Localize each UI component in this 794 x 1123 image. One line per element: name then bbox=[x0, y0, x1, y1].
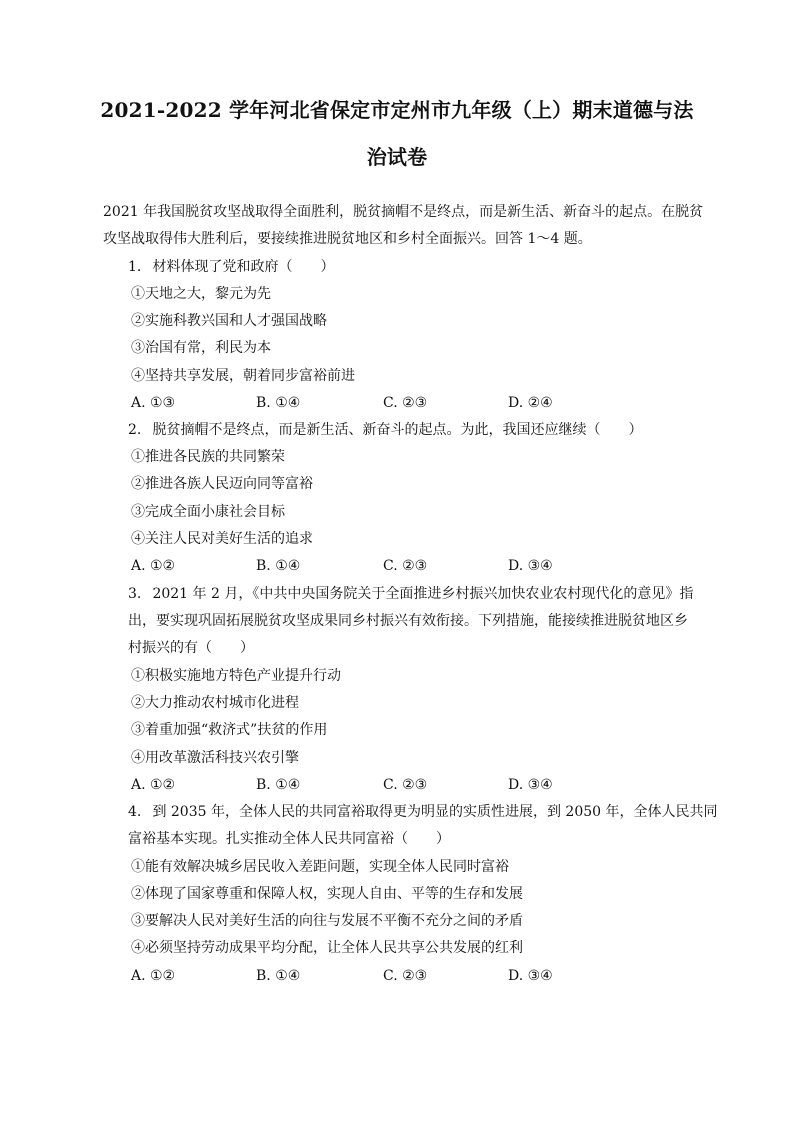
question-4-stem-line-1: 到 2035 年，全体人民的共同富裕取得更为明显的实质性进展，到 2050 年，全体人民共同 bbox=[152, 804, 718, 820]
question-4-option-1: ①能有效解决城乡居民收入差距问题，实现全体人民同时富裕 bbox=[131, 859, 509, 875]
question-4-number: 4. bbox=[128, 804, 142, 820]
question-2-choice-b[interactable]: B. ①④ bbox=[256, 558, 301, 574]
question-2-option-2: ②推进各族人民迈向同等富裕 bbox=[131, 476, 313, 492]
intro-text-line-2: 攻坚战取得伟大胜利后，要接续推进脱贫地区和乡村全面振兴。回答 1～4 题。 bbox=[103, 231, 592, 247]
question-2-choice-a[interactable]: A. ①② bbox=[131, 558, 176, 574]
question-3-choice-c[interactable]: C. ②③ bbox=[383, 777, 428, 793]
question-3-option-3: ③着重加强“救济式”扶贫的作用 bbox=[131, 722, 328, 738]
question-3-option-2: ②大力推动农村城市化进程 bbox=[131, 695, 299, 711]
question-3-stem-line-1: 2021 年 2 月，《中共中央国务院关于全面推进乡村振兴加快农业农村现代化的意见》指 bbox=[152, 586, 694, 602]
document-title-line-1: 2021-2022 学年河北省保定市定州市九年级（上）期末道德与法 bbox=[100, 98, 694, 122]
question-2-option-3: ③完成全面小康社会目标 bbox=[131, 504, 285, 520]
question-2-number: 2. bbox=[128, 422, 142, 438]
question-1-stem bbox=[128, 257, 334, 277]
question-4-choice-d[interactable]: D. ③④ bbox=[508, 968, 553, 984]
question-2-choice-c[interactable]: C. ②③ bbox=[383, 558, 428, 574]
question-3-option-1: ①积极实施地方特色产业提升行动 bbox=[131, 668, 341, 684]
question-3-stem bbox=[128, 584, 693, 604]
question-2-choice-d[interactable]: D. ③④ bbox=[508, 558, 553, 574]
question-3-option-4: ④用改革激活科技兴农引擎 bbox=[131, 750, 299, 766]
question-3-number: 3. bbox=[128, 586, 142, 602]
question-4-option-3: ③要解决人民对美好生活的向往与发展不平衡不充分之间的矛盾 bbox=[131, 913, 523, 929]
question-4-stem bbox=[128, 802, 718, 822]
question-3-choice-d[interactable]: D. ③④ bbox=[508, 777, 553, 793]
question-1-number: 1. bbox=[128, 259, 142, 275]
question-4-choice-a[interactable]: A. ①② bbox=[131, 968, 176, 984]
question-3-choice-b[interactable]: B. ①④ bbox=[256, 777, 301, 793]
question-2-stem-line-1: 脱贫摘帽不是终点，而是新生活、新奋斗的起点。为此，我国还应继续（ ） bbox=[152, 422, 643, 438]
question-2-option-1: ①推进各民族的共同繁荣 bbox=[131, 449, 285, 465]
question-4-option-4: ④必须坚持劳动成果平均分配，让全体人民共享公共发展的红利 bbox=[131, 940, 523, 956]
question-3-choice-a[interactable]: A. ①② bbox=[131, 777, 176, 793]
question-2-option-4: ④关注人民对美好生活的追求 bbox=[131, 531, 313, 547]
question-1-option-2: ②实施科教兴国和人才强国战略 bbox=[131, 313, 327, 329]
question-4-stem-line-2: 富裕基本实现。扎实推动全体人民共同富裕（ ） bbox=[128, 831, 450, 847]
question-1-stem-line-1: 材料体现了党和政府（ ） bbox=[152, 259, 335, 275]
question-1-choice-b[interactable]: B. ①④ bbox=[256, 395, 301, 411]
question-3-stem-line-2: 出，要实现巩固拓展脱贫攻坚成果同乡村振兴有效衔接。下列措施，能接续推进脱贫地区乡 bbox=[128, 613, 688, 629]
question-1-choice-d[interactable]: D. ②④ bbox=[508, 395, 553, 411]
intro-text-line-1: 2021 年我国脱贫攻坚战取得全面胜利，脱贫摘帽不是终点，而是新生活、新奋斗的起点。在脱贫 bbox=[103, 204, 704, 220]
question-1-option-4: ④坚持共享发展，朝着同步富裕前进 bbox=[131, 368, 355, 384]
question-4-choice-b[interactable]: B. ①④ bbox=[256, 968, 301, 984]
question-4-option-2: ②体现了国家尊重和保障人权，实现人自由、平等的生存和发展 bbox=[131, 886, 523, 902]
question-1-option-3: ③治国有常，利民为本 bbox=[131, 340, 271, 356]
question-2-stem bbox=[128, 420, 642, 440]
question-1-choice-c[interactable]: C. ②③ bbox=[383, 395, 428, 411]
question-3-stem-line-3: 村振兴的有（ ） bbox=[128, 640, 254, 656]
question-1-choice-a[interactable]: A. ①③ bbox=[131, 395, 176, 411]
question-4-choice-c[interactable]: C. ②③ bbox=[383, 968, 428, 984]
document-title-line-2: 治试卷 bbox=[366, 145, 428, 169]
question-1-option-1: ①天地之大，黎元为先 bbox=[131, 286, 271, 302]
